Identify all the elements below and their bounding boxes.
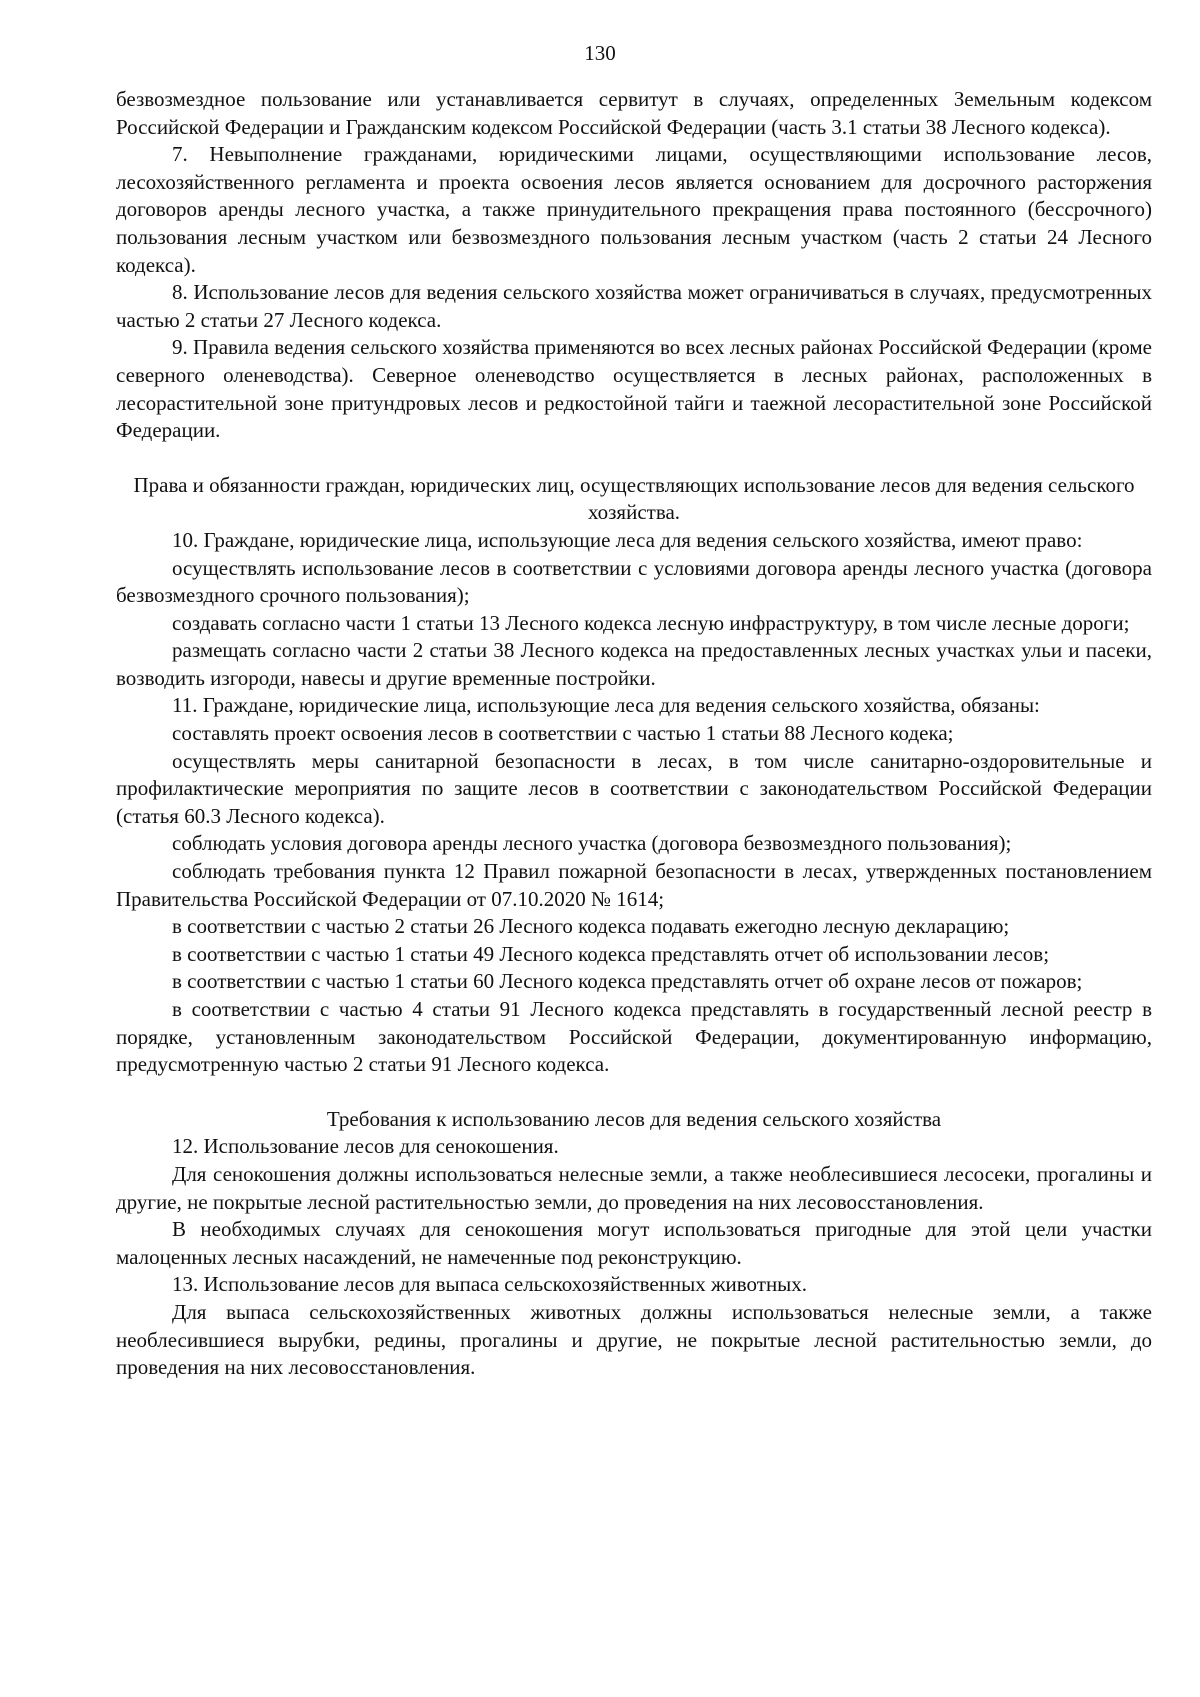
section-gap	[116, 445, 1152, 472]
list-item: составлять проект освоения лесов в соответствии с частью 1 статьи 88 Лесного кодека;	[172, 721, 954, 746]
paragraph-item-11: 11. Граждане, юридические лица, использующие леса для ведения сельского хозяйства, обязаны:	[172, 693, 1040, 718]
list-item: в соответствии с частью 2 статьи 26 Лесного кодекса подавать ежегодно лесную декларацию;	[172, 914, 1010, 939]
paragraph: Для выпаса сельскохозяйственных животных должны использоваться нелесные земли, а также необлесившиеся вырубки, редины, прогалины и другие, не покрытые лесной растительностью земли, до проведения на них лесовосстановления.	[116, 1299, 1152, 1380]
paragraph-item-12: 12. Использование лесов для сенокошения.	[172, 1134, 559, 1159]
paragraph-item-9: 9. Правила ведения сельского хозяйства применяются во всех лесных районах Российской Федерации (кроме северного оленеводства). Северное оленеводство осуществляется в лесных районах, расположенных в лесорастительной зоне притундровых лесов и редкостойной тайги и таежной лесорастительной зоне Российской Федерации.	[116, 335, 1152, 443]
document-body	[116, 86, 1152, 1382]
list-item: создавать согласно части 1 статьи 13 Лесного кодекса лесную инфраструктуру, в том числе лесные дороги;	[172, 610, 1130, 635]
list-item: осуществлять меры санитарной безопасности в лесах, в том числе санитарно-оздоровительные и профилактические мероприятия по защите лесов в соответствии с законодательством Российской Федерации (статья 60.3 Лесного кодекса).	[116, 748, 1152, 828]
list-item: в соответствии с частью 4 статьи 91 Лесного кодекса представлять в государственный лесной реестр в порядке, установленным законодательством Российской Федерации, документированную информацию, предусмотренную частью 2 статьи 91 Лесного кодекса.	[116, 997, 1152, 1077]
list-item: размещать согласно части 2 статьи 38 Лесного кодекса на предоставленных лесных участках ульи и пасеки, возводить изгороди, навесы и другие временные постройки.	[116, 638, 1152, 690]
page-number: 130	[584, 41, 616, 65]
paragraph-item-7: 7. Невыполнение гражданами, юридическими лицами, осуществляющими использование лесов, лесохозяйственного регламента и проекта освоения лесов является основанием для досрочного расторжения договоров аренды лесного участка, а также принудительного прекращения права постоянного (бессрочного) пользования лесным участком или безвозмездного пользования лесным участком (часть 2 статьи 24 Лесного кодекса).	[116, 142, 1152, 277]
list-item: в соответствии с частью 1 статьи 49 Лесного кодекса представлять отчет об использовании лесов;	[172, 941, 1050, 966]
list-item: соблюдать условия договора аренды лесного участка (договора безвозмездного пользования);	[172, 831, 1012, 856]
section-gap	[116, 1079, 1152, 1106]
list-item: соблюдать требования пункта 12 Правил пожарной безопасности в лесах, утвержденных постановлением Правительства Российской Федерации от 07.10.2020 № 1614;	[116, 859, 1152, 911]
list-item: в соответствии с частью 1 статьи 60 Лесного кодекса представлять отчет об охране лесов от пожаров;	[172, 969, 1083, 994]
list-item: осуществлять использование лесов в соответствии с условиями договора аренды лесного участка (договора безвозмездного срочного пользования);	[116, 555, 1152, 608]
section-heading-requirements: Требования к использованию лесов для ведения сельского хозяйства	[326, 1106, 942, 1131]
section-heading-rights: Права и обязанности граждан, юридических лиц, осуществляющих использование лесов для ведения сельского хозяйства.	[133, 472, 1135, 525]
paragraph: В необходимых случаях для сенокошения могут использоваться пригодные для этой цели участки малоценных лесных насаждений, не намеченные под реконструкцию.	[116, 1217, 1152, 1269]
paragraph-item-13: 13. Использование лесов для выпаса сельскохозяйственных животных.	[172, 1272, 808, 1297]
paragraph-item-8: 8. Использование лесов для ведения сельского хозяйства может ограничиваться в случаях, предусмотренных частью 2 статьи 27 Лесного кодекса.	[116, 280, 1152, 332]
paragraph: безвозмездное пользование или устанавливается сервитут в случаях, определенных Земельным кодексом Российской Федерации и Гражданским кодексом Российской Федерации (часть 3.1 статьи 38 Лесного кодекса).	[116, 87, 1152, 139]
paragraph: Для сенокошения должны использоваться нелесные земли, а также необлесившиеся лесосеки, прогалины и другие, не покрытые лесной растительностью земли, до проведения на них лесовосстановления.	[116, 1161, 1152, 1214]
paragraph-item-10: 10. Граждане, юридические лица, использующие леса для ведения сельского хозяйства, имеют право:	[172, 527, 1083, 552]
